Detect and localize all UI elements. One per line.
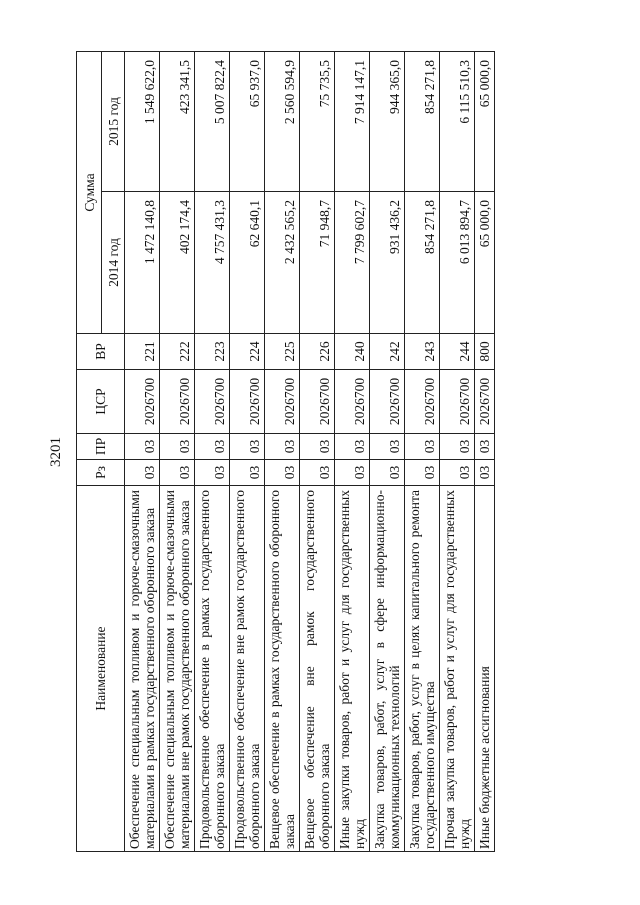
row-name: Обеспечение специальным топливом и горюче-смазочными материалами в рамках государственного оборонного заказа xyxy=(125,486,160,852)
row-csr: 2026700 xyxy=(405,370,440,434)
header-year-2014: 2014 год xyxy=(102,192,125,334)
row-pr: 03 xyxy=(125,434,160,460)
row-pr: 03 xyxy=(370,434,405,460)
row-pr: 03 xyxy=(335,434,370,460)
header-pr: ПР xyxy=(77,434,125,460)
table-row xyxy=(440,51,475,851)
header-year-2015: 2015 год xyxy=(102,51,125,191)
row-name: Иные бюджетные ассигнования xyxy=(475,486,495,852)
row-sum-2014: 2 432 565,2 xyxy=(265,192,300,334)
row-rz: 03 xyxy=(475,460,495,486)
row-rz: 03 xyxy=(265,460,300,486)
row-vr: 226 xyxy=(300,334,335,370)
row-csr: 2026700 xyxy=(125,370,160,434)
row-name: Продовольственное обеспечение вне рамок государственного оборонного заказа xyxy=(230,486,265,852)
row-rz: 03 xyxy=(230,460,265,486)
row-vr: 222 xyxy=(160,334,195,370)
row-csr: 2026700 xyxy=(300,370,335,434)
row-vr: 221 xyxy=(125,334,160,370)
row-name: Вещевое обеспечение в рамках государственного оборонного заказа xyxy=(265,486,300,852)
row-vr: 800 xyxy=(475,334,495,370)
row-sum-2015: 65 000,0 xyxy=(475,51,495,191)
row-rz: 03 xyxy=(195,460,230,486)
table-row xyxy=(230,51,265,851)
row-rz: 03 xyxy=(300,460,335,486)
row-sum-2015: 7 914 147,1 xyxy=(335,51,370,191)
table-row xyxy=(475,51,495,851)
row-csr: 2026700 xyxy=(370,370,405,434)
row-sum-2015: 6 115 510,3 xyxy=(440,51,475,191)
row-name: Вещевое обеспечение вне рамок государственного оборонного заказа xyxy=(300,486,335,852)
row-sum-2014: 1 472 140,8 xyxy=(125,192,160,334)
row-pr: 03 xyxy=(475,434,495,460)
table-row xyxy=(335,51,370,851)
row-csr: 2026700 xyxy=(475,370,495,434)
row-name: Закупка товаров, работ, услуг в сфере информационно-коммуникационных технологий xyxy=(370,486,405,852)
row-rz: 03 xyxy=(335,460,370,486)
row-sum-2015: 854 271,8 xyxy=(405,51,440,191)
row-sum-2014: 854 271,8 xyxy=(405,192,440,334)
header-name: Наименование xyxy=(77,486,125,852)
row-sum-2014: 62 640,1 xyxy=(230,192,265,334)
row-csr: 2026700 xyxy=(160,370,195,434)
row-vr: 243 xyxy=(405,334,440,370)
row-name: Продовольственное обеспечение в рамках государственного оборонного заказа xyxy=(195,486,230,852)
row-sum-2015: 423 341,5 xyxy=(160,51,195,191)
row-sum-2015: 1 549 622,0 xyxy=(125,51,160,191)
row-name: Иные закупки товаров, работ и услуг для государственных нужд xyxy=(335,486,370,852)
header-rz: Рз xyxy=(77,460,125,486)
row-vr: 224 xyxy=(230,334,265,370)
row-sum-2015: 944 365,0 xyxy=(370,51,405,191)
table-row xyxy=(125,51,160,851)
row-sum-2015: 5 007 822,4 xyxy=(195,51,230,191)
row-sum-2015: 65 937,0 xyxy=(230,51,265,191)
row-pr: 03 xyxy=(195,434,230,460)
row-pr: 03 xyxy=(265,434,300,460)
row-csr: 2026700 xyxy=(440,370,475,434)
table-row xyxy=(405,51,440,851)
header-sum: Сумма xyxy=(77,51,102,333)
row-sum-2015: 2 560 594,9 xyxy=(265,51,300,191)
page-number: 3201 xyxy=(48,437,64,467)
row-rz: 03 xyxy=(125,460,160,486)
row-vr: 225 xyxy=(265,334,300,370)
header-vr: ВР xyxy=(77,334,125,370)
row-name: Прочая закупка товаров, работ и услуг для государственных нужд xyxy=(440,486,475,852)
row-pr: 03 xyxy=(230,434,265,460)
row-pr: 03 xyxy=(405,434,440,460)
row-sum-2015: 75 735,5 xyxy=(300,51,335,191)
row-sum-2014: 7 799 602,7 xyxy=(335,192,370,334)
table-row xyxy=(370,51,405,851)
row-rz: 03 xyxy=(405,460,440,486)
row-pr: 03 xyxy=(300,434,335,460)
row-sum-2014: 6 013 894,7 xyxy=(440,192,475,334)
table-row xyxy=(300,51,335,851)
row-csr: 2026700 xyxy=(230,370,265,434)
row-csr: 2026700 xyxy=(335,370,370,434)
row-csr: 2026700 xyxy=(265,370,300,434)
row-vr: 244 xyxy=(440,334,475,370)
budget-table xyxy=(76,51,495,852)
row-sum-2014: 4 757 431,3 xyxy=(195,192,230,334)
row-vr: 240 xyxy=(335,334,370,370)
row-name: Обеспечение специальным топливом и горюче-смазочными материалами вне рамок государственного оборонного заказа xyxy=(160,486,195,852)
table-row xyxy=(195,51,230,851)
row-pr: 03 xyxy=(160,434,195,460)
row-name: Закупка товаров, работ, услуг в целях капитального ремонта государственного имущества xyxy=(405,486,440,852)
row-sum-2014: 402 174,4 xyxy=(160,192,195,334)
row-vr: 223 xyxy=(195,334,230,370)
header-csr: ЦСР xyxy=(77,370,125,434)
row-rz: 03 xyxy=(370,460,405,486)
row-rz: 03 xyxy=(440,460,475,486)
row-rz: 03 xyxy=(160,460,195,486)
row-sum-2014: 65 000,0 xyxy=(475,192,495,334)
document-page xyxy=(50,52,590,852)
row-sum-2014: 71 948,7 xyxy=(300,192,335,334)
row-vr: 242 xyxy=(370,334,405,370)
row-csr: 2026700 xyxy=(195,370,230,434)
table-row xyxy=(265,51,300,851)
table-row xyxy=(160,51,195,851)
row-pr: 03 xyxy=(440,434,475,460)
row-sum-2014: 931 436,2 xyxy=(370,192,405,334)
